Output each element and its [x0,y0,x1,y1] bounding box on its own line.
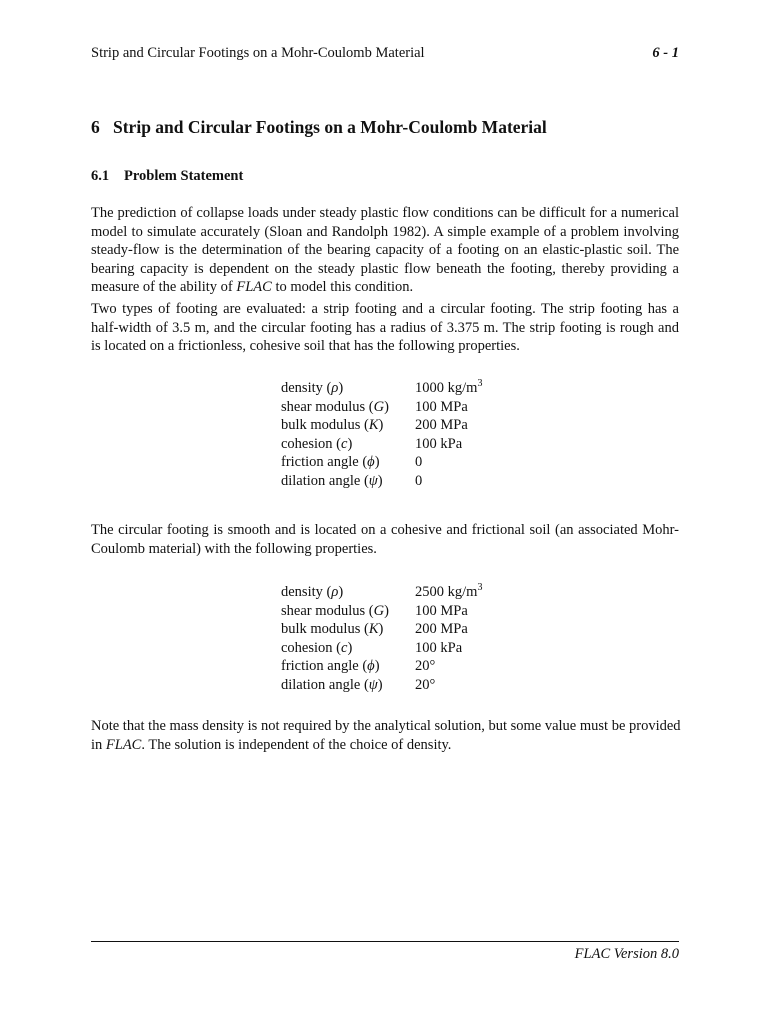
subsection-number: 6.1 [91,168,110,184]
text-run: . The solution is independent of the choice of density. [141,736,452,753]
paragraph-line: steady-flow is the determination of the bearing capacity of a footing on an elastic-plastic soil. The [91,242,679,259]
property-name [281,639,352,658]
property-name [281,676,383,695]
property-symbol: ϕ [367,658,375,675]
property-name [281,453,380,472]
property-value-text: 100 kPa [415,435,463,452]
property-label-close: ) [377,676,383,693]
property-label-close: ) [347,639,353,656]
paragraph-line: The circular footing is smooth and is located on a cohesive and frictional soil (an associated Mohr- [91,522,679,538]
unit-exponent: 3 [477,582,483,593]
property-value [415,379,482,398]
property-symbol: K [368,417,379,434]
property-value [415,453,422,472]
property-label: cohesion ( [281,639,341,656]
property-label-close: ) [378,621,384,638]
property-label-close: ) [338,380,344,396]
property-label: bulk modulus ( [281,621,369,638]
unit-exponent: 3 [477,378,483,389]
property-value [415,657,435,676]
property-value-text: 0 [415,454,423,471]
footer-rule [91,941,679,942]
subsection-title: Problem Statement [124,168,244,184]
property-label: shear modulus ( [281,602,374,619]
property-symbol: ρ [331,380,339,396]
paragraph-line [91,278,679,297]
property-label-close: ) [384,602,389,619]
property-name [281,583,343,602]
property-label: cohesion ( [281,435,341,452]
property-name [281,398,389,417]
page-number: 6 - 1 [652,45,679,61]
property-label-close: ) [347,435,353,452]
property-label-close: ) [384,398,389,415]
property-name [281,416,383,435]
property-value-text: 100 MPa [415,602,468,619]
property-value [415,639,462,658]
property-label-close: ) [374,658,380,675]
paragraph-footing-types [91,300,679,356]
subsection-heading [91,167,243,185]
paragraph-line: half-width of 3.5 m, and the circular footing has a radius of 3.375 m. The strip footing is rough and [91,319,679,336]
paragraph-line: bearing capacity is dependent on the steady plastic flow beneath the footing, thereby providing a [91,260,679,277]
software-name: FLAC [236,279,272,296]
section-title: Strip and Circular Footings on a Mohr-Coulomb Material [113,117,547,137]
property-name [281,472,383,491]
running-header-title: Strip and Circular Footings on a Mohr-Coulomb Material [91,45,425,61]
property-value-text: 20° [415,658,436,675]
property-value-text: 20° [415,676,436,693]
paragraph-line: Coulomb material) with the following properties. [91,540,377,557]
property-value [415,416,468,435]
property-value-text: 0 [415,472,423,489]
property-symbol: ρ [331,584,339,600]
paragraph-circular [91,521,679,558]
property-label: dilation angle ( [281,472,369,489]
property-symbol: ψ [368,472,378,489]
software-name: FLAC [105,736,142,753]
property-name [281,602,389,621]
property-value-text: 200 MPa [415,417,468,434]
paragraph-line: Two types of footing are evaluated: a strip footing and a circular footing. The strip footing has a [91,301,679,317]
section-number: 6 [91,117,100,137]
footer-version: FLAC Version 8.0 [574,946,679,962]
property-name [281,657,380,676]
property-value [415,472,422,491]
property-symbol: c [341,435,348,452]
paragraph-line: model to simulate accurately (Sloan and Randolph 1982). A simple example of a problem involving [91,223,679,240]
property-label: dilation angle ( [281,676,369,693]
paragraph-line: Note that the mass density is not required by the analytical solution, but some value must be provided [91,718,681,734]
property-value-text: 2500 kg/m [415,584,478,600]
property-value-text: 100 kPa [415,639,463,656]
property-value-text: 200 MPa [415,621,468,638]
property-label-close: ) [378,417,384,434]
section-heading [91,116,691,138]
property-symbol: ϕ [367,454,375,471]
text-run: measure of the ability of [91,279,237,296]
paragraph-line [91,736,679,755]
property-value [415,676,435,695]
property-value [415,398,468,417]
property-label-close: ) [377,472,383,489]
property-symbol: G [373,602,385,619]
property-value [415,583,482,602]
property-symbol: ψ [368,676,378,693]
property-name [281,435,352,454]
text-run: to model this condition. [271,279,414,296]
property-label-close: ) [374,454,380,471]
property-label: shear modulus ( [281,398,374,415]
paragraph-line: is located on a frictionless, cohesive soil that has the following properties. [91,338,520,355]
property-label: density ( [281,380,332,396]
property-label-close: ) [338,584,344,600]
property-value-text: 100 MPa [415,398,468,415]
property-value [415,602,468,621]
property-label: bulk modulus ( [281,417,369,434]
text-run: in [91,736,106,753]
property-symbol: G [373,398,385,415]
property-name [281,379,343,398]
property-value-text: 1000 kg/m [415,380,478,396]
property-value [415,435,462,454]
property-label: density ( [281,584,332,600]
property-value [415,620,468,639]
property-symbol: c [341,639,348,656]
property-name [281,620,383,639]
property-label: friction angle ( [281,658,368,675]
property-label: friction angle ( [281,454,368,471]
paragraph-line: The prediction of collapse loads under steady plastic flow conditions can be difficult for a numerical [91,205,679,221]
paragraph-intro [91,204,679,297]
paragraph-density-note [91,717,679,754]
property-symbol: K [368,621,379,638]
